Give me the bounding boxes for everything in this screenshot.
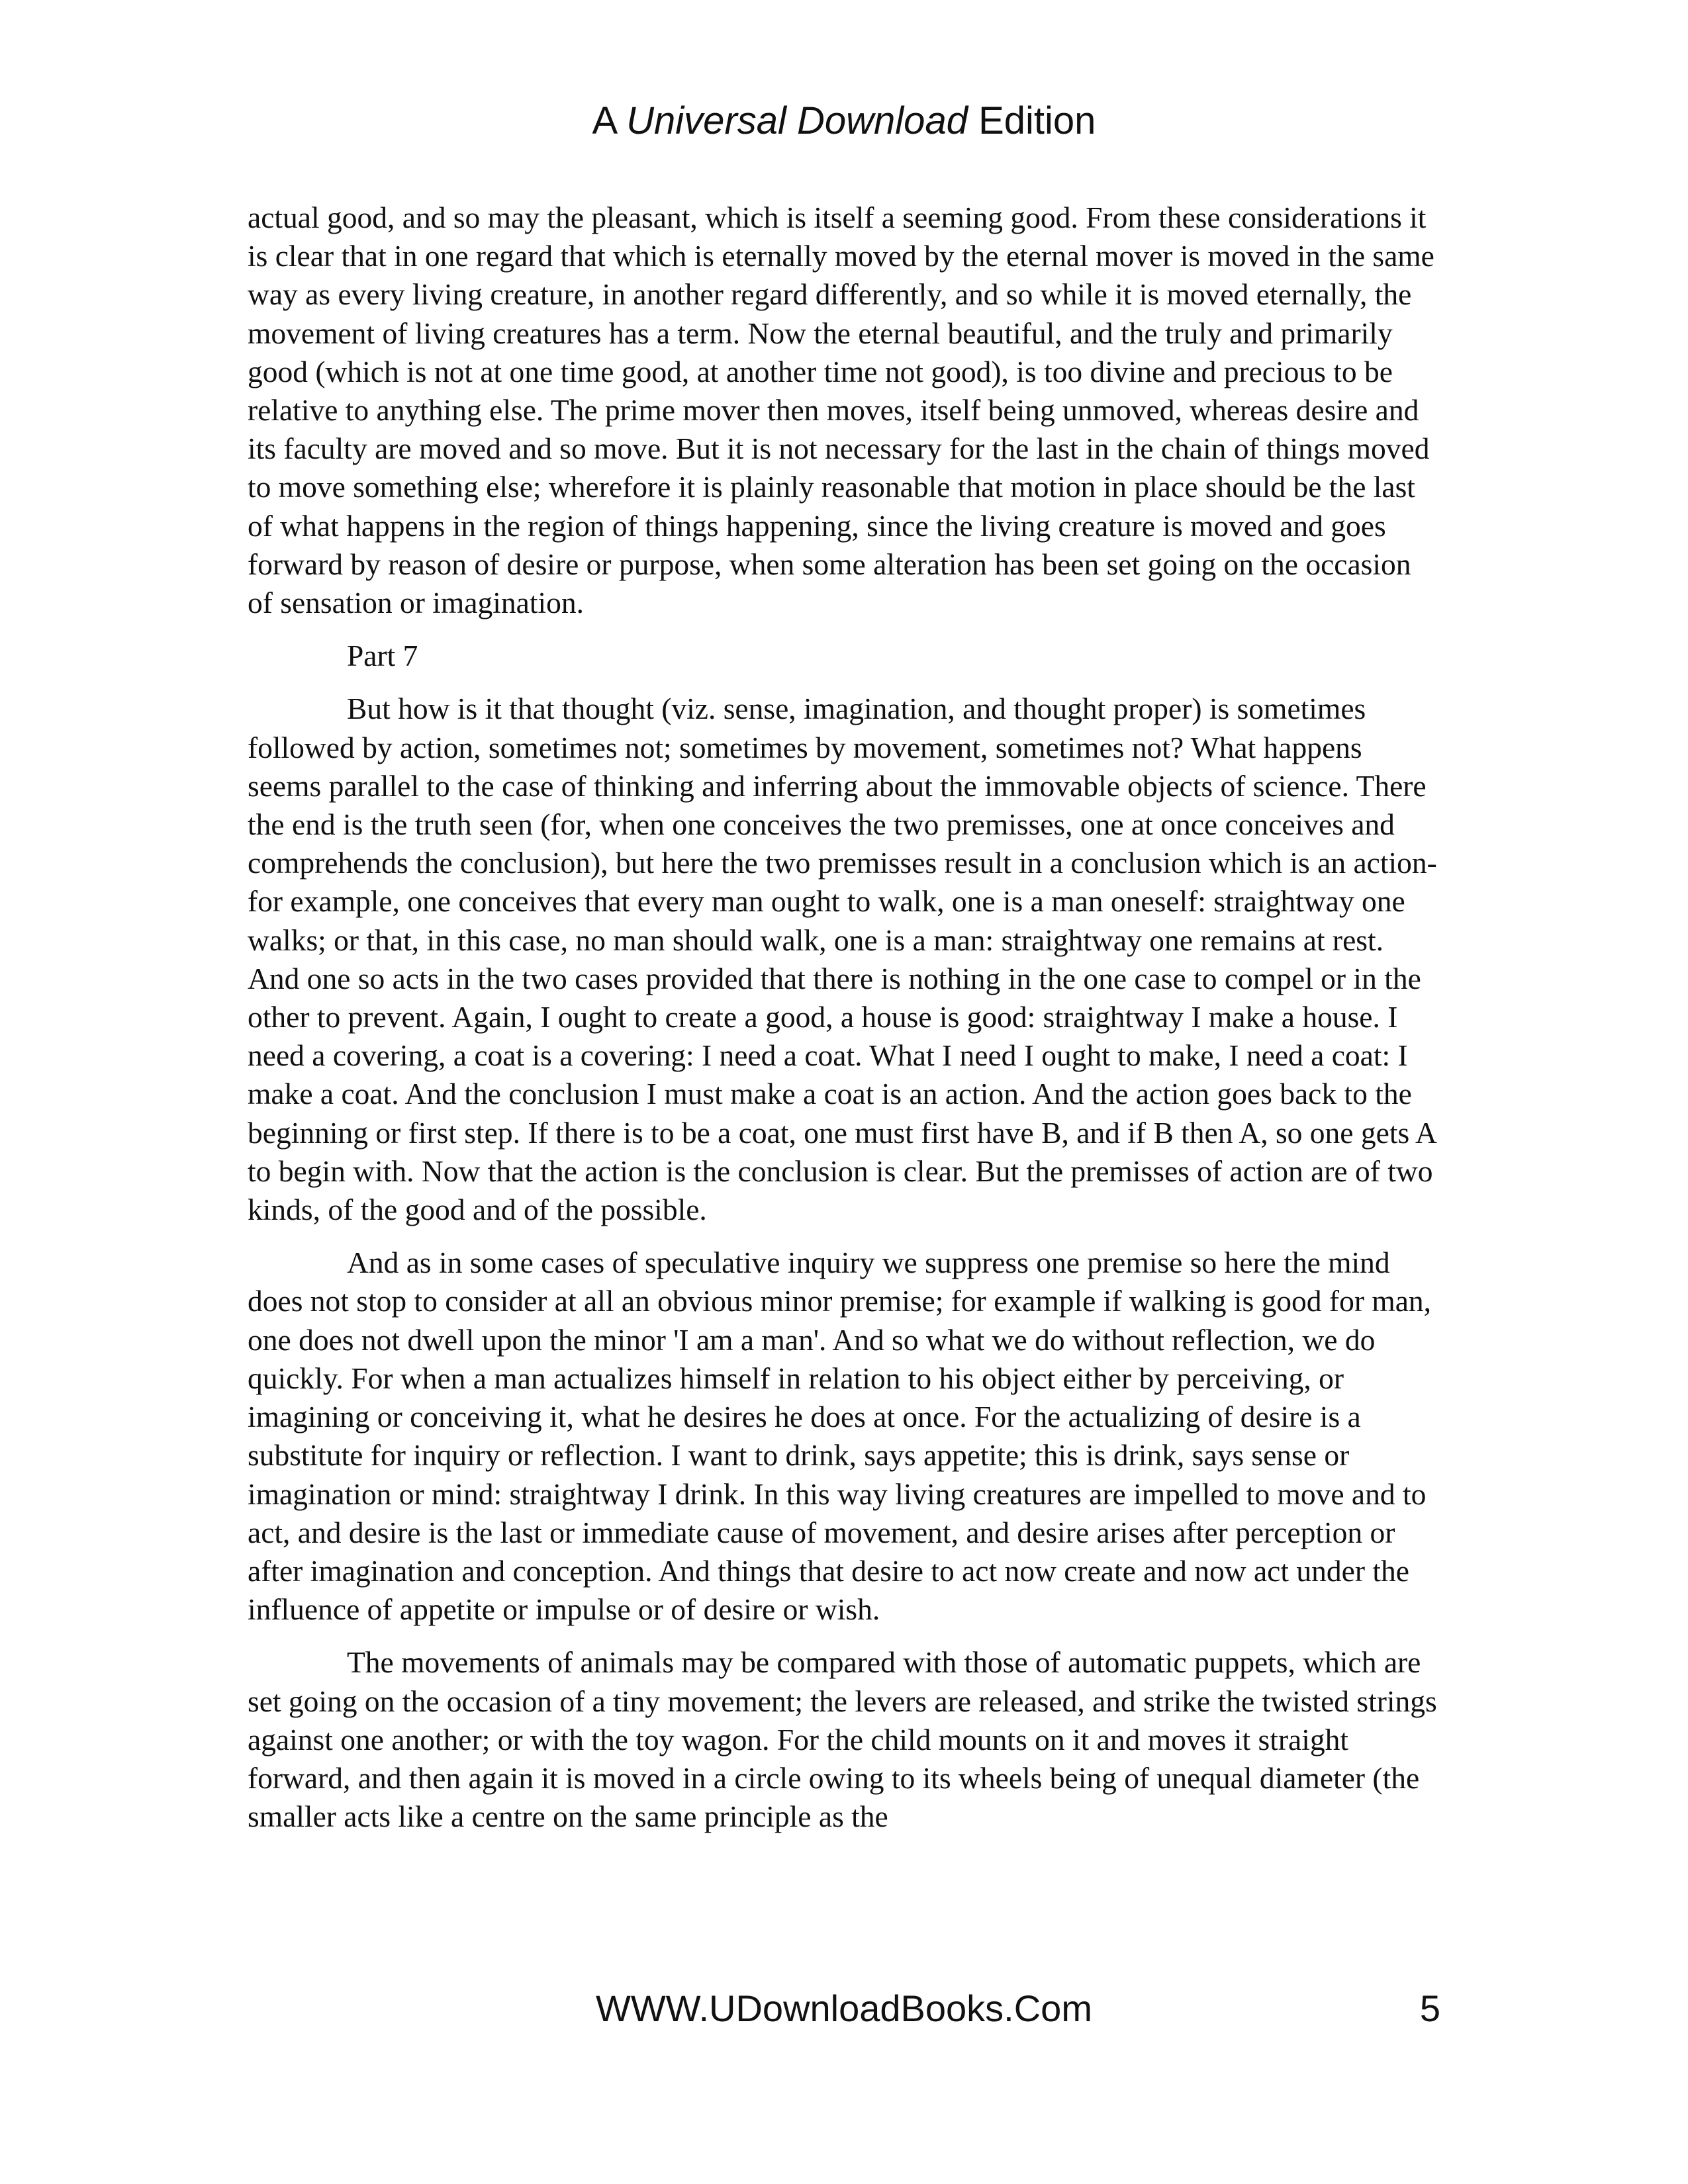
paragraph-2: But how is it that thought (viz. sense, imagination, and thought proper) is sometimes followed by action, sometimes not; sometimes by movement, sometimes not? What happens seems parallel to the case of thinking and inferring about the immovable objects of science. There the end is the truth seen (for, when one conceives the two premisses, one at once conceives and comprehends the conclusion), but here the two premisses result in a conclusion which is an action- for example, one conceives that every man ought to walk, one is a man oneself: straightway one walks; or that, in this case, no man should walk, one is a man: straightway one remains at rest. And one so acts in the two cases provided that there is nothing in the one case to compel or in the other to prevent. Again, I ought to create a good, a house is good: straightway I make a house. I need a covering, a coat is a covering: I need a coat. What I need I ought to make, I need a coat: I make a coat. And the conclusion I must make a coat is an action. And the action goes back to the beginning or first step. If there is to be a coat, one must first have B, and if B then A, so one gets A to begin with. Now that the action is the conclusion is clear. But the premisses of action are of two kinds, of the good and of the possible. [248,692,1437,1227]
footer-site-url: WWW.UDownloadBooks.Com [596,1987,1092,2029]
section-heading-part-7: Part 7 [347,639,418,673]
header-italic-title: Universal Download [626,99,968,142]
header-suffix: Edition [967,99,1096,142]
page-header [0,98,1688,144]
page-number: 5 [1419,1987,1440,2029]
paragraph-4: The movements of animals may be compared with those of automatic puppets, which are set going on the occasion of a tiny movement; the levers are released, and strike the twisted strings against one another; or with the toy wagon. For the child mounts on it and moves it straight forward, and then again it is moved in a circle owing to its wheels being of unequal diameter (the smaller acts like a centre on the same principle as the [248,1645,1437,1834]
paragraph-1: actual good, and so may the pleasant, which is itself a seeming good. From these considerations it is clear that in one regard that which is eternally moved by the eternal mover is moved in the same way as every living creature, in another regard differently, and so while it is moved eternally, the movement of living creatures has a term. Now the eternal beautiful, and the truly and primarily good (which is not at one time good, at another time not good), is too divine and precious to be relative to anything else. The prime mover then moves, itself being unmoved, whereas desire and its faculty are moved and so move. But it is not necessary for the last in the chain of things moved to move something else; wherefore it is plainly reasonable that motion in place should be the last of what happens in the region of things happening, since the living creature is moved and goes forward by reason of desire or purpose, when some alteration has been set going on the occasion of sensation or imagination. [248,201,1434,620]
body-text [248,199,1439,1850]
header-prefix: A [592,99,627,142]
paragraph-3: And as in some cases of speculative inquiry we suppress one premise so here the mind does not stop to consider at all an obvious minor premise; for example if walking is good for man, one does not dwell upon the minor 'I am a man'. And so what we do without reflection, we do quickly. For when a man actualizes himself in relation to his object either by perceiving, or imagining or conceiving it, what he desires he does at once. For the actualizing of desire is a substitute for inquiry or reflection. I want to drink, says appetite; this is drink, says sense or imagination or mind: straightway I drink. In this way living creatures are impelled to move and to act, and desire is the last or immediate cause of movement, and desire arises after perception or after imagination and conception. And things that desire to act now create and now act under the influence of appetite or impulse or of desire or wish. [248,1246,1432,1627]
